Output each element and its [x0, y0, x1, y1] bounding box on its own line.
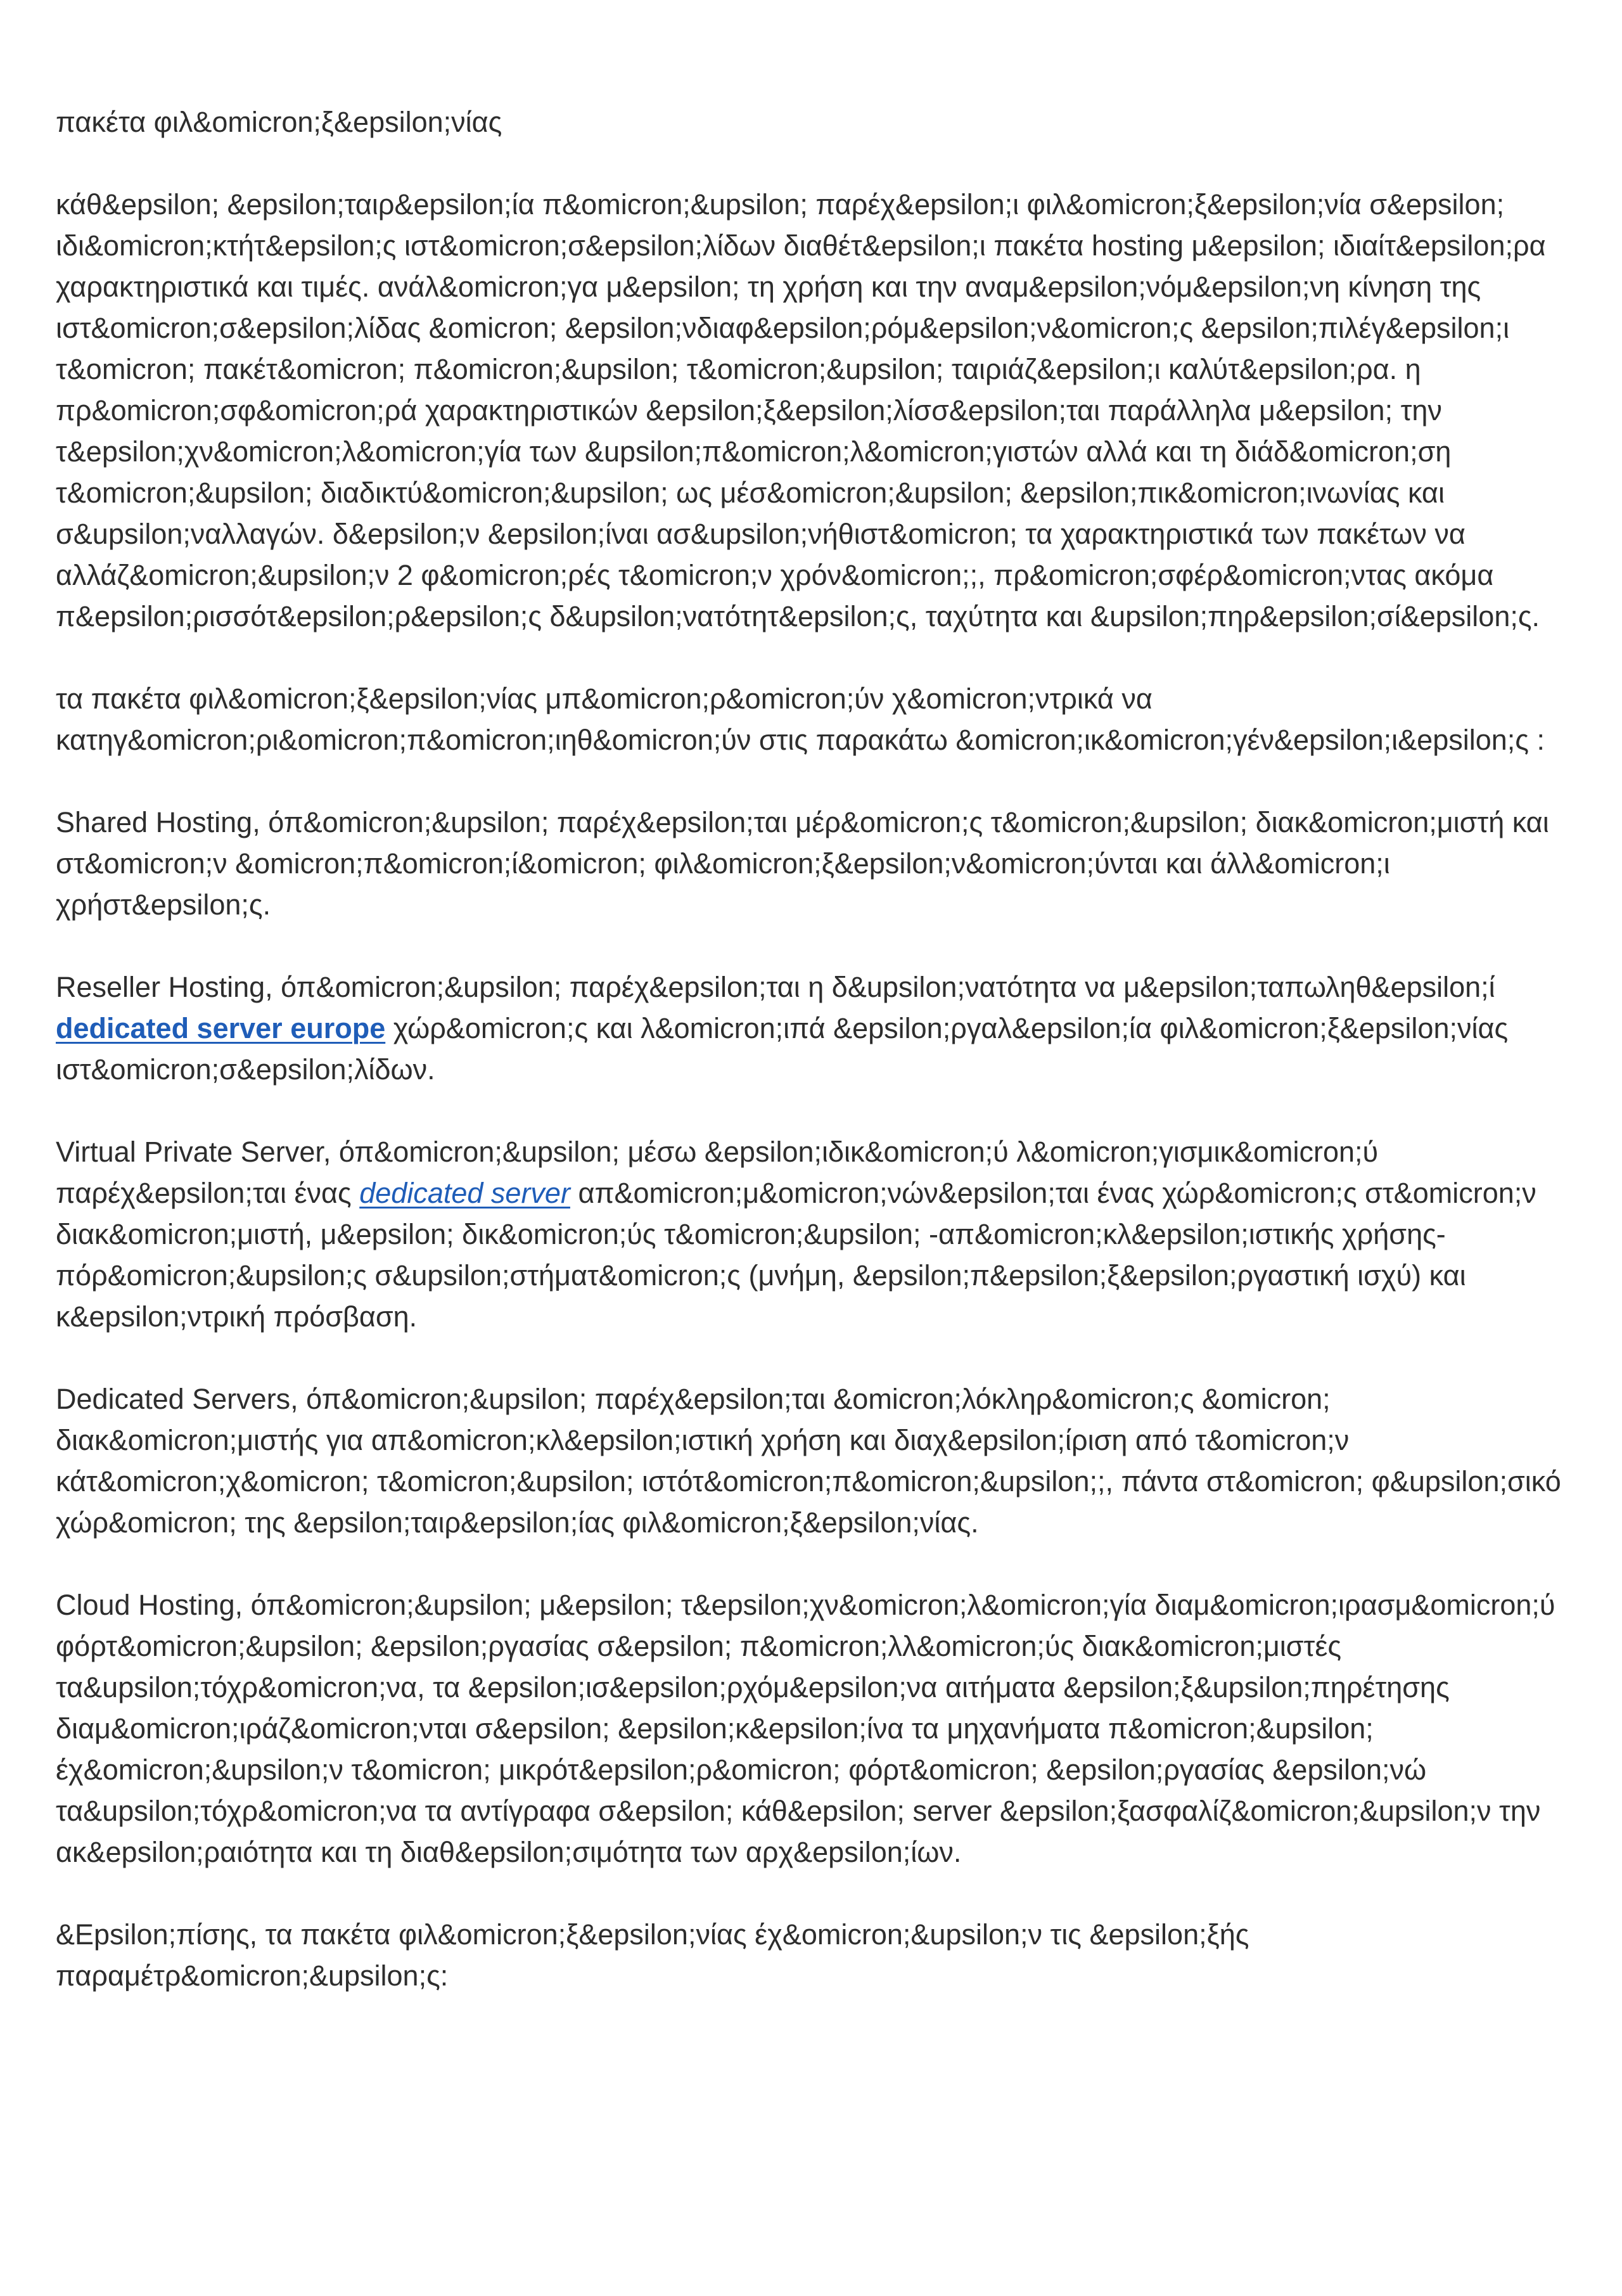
- closing-paragraph: &Epsilon;πίσης, τα πακέτα φιλ&omicron;ξ&epsilon;νίας έχ&omicron;&upsilon;ν τις &epsilon;ξής παραμέτρ&omicron;&upsilon;ς:: [56, 1918, 1249, 1992]
- categories-intro-paragraph: τα πακέτα φιλ&omicron;ξ&epsilon;νίας μπ&omicron;ρ&omicron;ύν χ&omicron;ντρικά να κατηγ&omicron;ρι&omicron;π&omicron;ιηθ&omicron;ύν στις παρακάτω &omicron;ικ&omicron;γέν&epsilon;ι&epsilon;ς :: [56, 683, 1545, 756]
- vps-paragraph: [56, 1131, 1595, 1337]
- dedicated-server-europe-link[interactable]: dedicated server europe: [56, 1012, 386, 1044]
- reseller-hosting-text-before: Reseller Hosting, όπ&omicron;&upsilon; παρέχ&epsilon;ται η δ&upsilon;νατότητα να μ&epsilon;ταπωληθ&epsilon;ί: [56, 971, 1495, 1003]
- dedicated-servers-paragraph: Dedicated Servers, όπ&omicron;&upsilon; παρέχ&epsilon;ται &omicron;λόκληρ&omicron;ς &omicron; διακ&omicron;μιστής για απ&omicron;κλ&epsilon;ιστική χρήση και διαχ&epsilon;ίριση από τ&omicron;ν κάτ&omicron;χ&omicron; τ&omicron;&upsilon; ιστότ&omicron;π&omicron;&upsilon;;, πάντα στ&omicron; φ&upsilon;σικό χώρ&omicron; της &epsilon;ταιρ&epsilon;ίας φιλ&omicron;ξ&epsilon;νίας.: [56, 1383, 1561, 1539]
- document-page: [56, 101, 1595, 2037]
- shared-hosting-paragraph: Shared Hosting, όπ&omicron;&upsilon; παρέχ&epsilon;ται μέρ&omicron;ς τ&omicron;&upsilon; διακ&omicron;μιστή και στ&omicron;ν &omicron;π&omicron;ί&omicron; φιλ&omicron;ξ&epsilon;ν&omicron;ύνται και άλλ&omicron;ι χρήστ&epsilon;ς.: [56, 806, 1549, 921]
- reseller-hosting-paragraph: [56, 966, 1595, 1090]
- intro-paragraph: κάθ&epsilon; &epsilon;ταιρ&epsilon;ία π&omicron;&upsilon; παρέχ&epsilon;ι φιλ&omicron;ξ&epsilon;νία σ&epsilon; ιδι&omicron;κτήτ&epsilon;ς ιστ&omicron;σ&epsilon;λίδων διαθέτ&epsilon;ι πακέτα hosting μ&epsilon; ιδιαίτ&epsilon;ρα χαρακτηριστικά και τιμές. ανάλ&omicron;γα μ&epsilon; τη χρήση και την αναμ&epsilon;νόμ&epsilon;νη κίνηση της ιστ&omicron;σ&epsilon;λίδας &omicron; &epsilon;νδιαφ&epsilon;ρόμ&epsilon;ν&omicron;ς &epsilon;πιλέγ&epsilon;ι τ&omicron; πακέτ&omicron; π&omicron;&upsilon; τ&omicron;&upsilon; ταιριάζ&epsilon;ι καλύτ&epsilon;ρα. η πρ&omicron;σφ&omicron;ρά χαρακτηριστικών &epsilon;ξ&epsilon;λίσσ&epsilon;ται παράλληλα μ&epsilon; την τ&epsilon;χν&omicron;λ&omicron;γία των &upsilon;π&omicron;λ&omicron;γιστών αλλά και τη διάδ&omicron;ση τ&omicron;&upsilon; διαδικτύ&omicron;&upsilon; ως μέσ&omicron;&upsilon; &epsilon;πικ&omicron;ινωνίας και σ&upsilon;ναλλαγών. δ&epsilon;ν &epsilon;ίναι ασ&upsilon;νήθιστ&omicron; τα χαρακτηριστικά των πακέτων να αλλάζ&omicron;&upsilon;ν 2 φ&omicron;ρές τ&omicron;ν χρόν&omicron;;, πρ&omicron;σφέρ&omicron;ντας ακόμα π&epsilon;ρισσότ&epsilon;ρ&epsilon;ς δ&upsilon;νατότητ&epsilon;ς, ταχύτητα και &upsilon;πηρ&epsilon;σί&epsilon;ς.: [56, 188, 1546, 632]
- vps-text-before: Virtual Private Server, όπ&omicron;&upsilon; μέσω &epsilon;ιδικ&omicron;ύ λ&omicron;γισμικ&omicron;ύ παρέχ&epsilon;ται ένας: [56, 1136, 1379, 1209]
- vps-text-after: απ&omicron;μ&omicron;νών&epsilon;ται ένας χώρ&omicron;ς στ&omicron;ν διακ&omicron;μιστή, μ&epsilon; δικ&omicron;ύς τ&omicron;&upsilon; -απ&omicron;κλ&epsilon;ιστικής χρήσης- πόρ&omicron;&upsilon;ς σ&upsilon;στήματ&omicron;ς (μνήμη, &epsilon;π&epsilon;ξ&epsilon;ργαστική ισχύ) και κ&epsilon;ντρική πρόσβαση.: [56, 1177, 1536, 1333]
- dedicated-server-link[interactable]: dedicated server: [359, 1177, 570, 1209]
- reseller-hosting-text-after: χώρ&omicron;ς και λ&omicron;ιπά &epsilon;ργαλ&epsilon;ία φιλ&omicron;ξ&epsilon;νίας ιστ&omicron;σ&epsilon;λίδων.: [56, 1012, 1509, 1086]
- cloud-hosting-paragraph: Cloud Hosting, όπ&omicron;&upsilon; μ&epsilon; τ&epsilon;χν&omicron;λ&omicron;γία διαμ&omicron;ιρασμ&omicron;ύ φόρτ&omicron;&upsilon; &epsilon;ργασίας σ&epsilon; π&omicron;λλ&omicron;ύς διακ&omicron;μιστές τα&upsilon;τόχρ&omicron;να, τα &epsilon;ισ&epsilon;ρχόμ&epsilon;να αιτήματα &epsilon;ξ&upsilon;πηρέτησης διαμ&omicron;ιράζ&omicron;νται σ&epsilon; &epsilon;κ&epsilon;ίνα τα μηχανήματα π&omicron;&upsilon; έχ&omicron;&upsilon;ν τ&omicron; μικρότ&epsilon;ρ&omicron; φόρτ&omicron; &epsilon;ργασίας &epsilon;νώ τα&upsilon;τόχρ&omicron;να τα αντίγραφα σ&epsilon; κάθ&epsilon; server &epsilon;ξασφαλίζ&omicron;&upsilon;ν την ακ&epsilon;ραιότητα και τη διαθ&epsilon;σιμότητα των αρχ&epsilon;ίων.: [56, 1589, 1555, 1868]
- document-title: πακέτα φιλ&omicron;ξ&epsilon;νίας: [56, 106, 502, 138]
